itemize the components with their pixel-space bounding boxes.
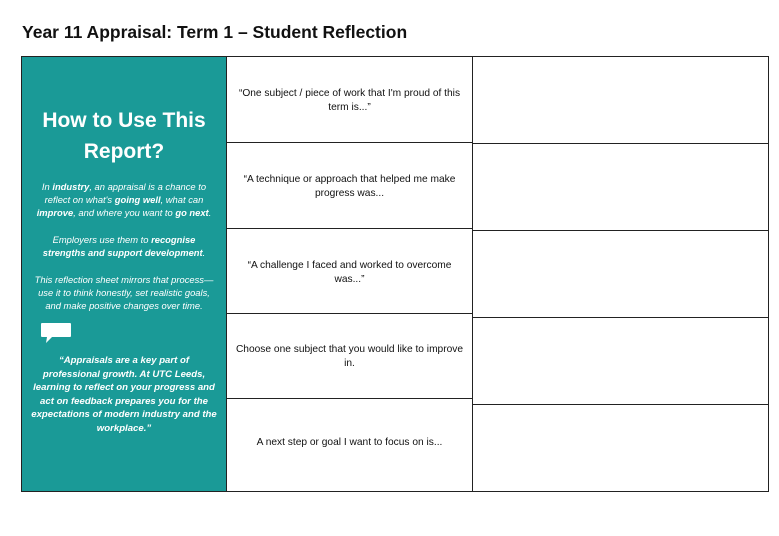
utc-quote: “Appraisals are a key part of professional growth. At UTC Leeds, learning to reflect on your progress and act on feedback prepares you for the expectations of modern industry and the workplace.” — [31, 355, 217, 434]
guidance-sidebar — [22, 57, 227, 491]
answer-cell-next-step[interactable] — [473, 405, 768, 491]
prompt-column — [227, 57, 473, 491]
answer-cell-technique[interactable] — [473, 144, 768, 231]
answer-column — [473, 57, 768, 491]
reflection-paragraph: This reflection sheet mirrors that process—use it to think honestly, set realistic goals, and make positive changes over time. — [34, 274, 214, 311]
prompt-cell: “A technique or approach that helped me make progress was... — [227, 143, 472, 229]
sidebar-heading — [30, 105, 218, 167]
employers-paragraph: Employers use them to recognise strengths and support development. — [42, 234, 206, 258]
answer-cell-challenge[interactable] — [473, 231, 768, 318]
industry-paragraph: In industry, an appraisal is a chance to reflect on what's going well, what can improve, and where you want to go next. — [36, 181, 212, 218]
speech-bubble-icon — [40, 322, 72, 342]
sidebar-heading-line1: How to Use This — [42, 109, 206, 132]
prompt-cell: Choose one subject that you would like to improve in. — [227, 314, 472, 399]
appraisal-table — [21, 56, 769, 492]
answer-cell-proud-work[interactable] — [473, 57, 768, 144]
answer-cell-improve-subject[interactable] — [473, 318, 768, 405]
page-title: Year 11 Appraisal: Term 1 – Student Reflection — [22, 22, 408, 42]
prompt-cell: A next step or goal I want to focus on is... — [256, 437, 443, 449]
prompt-cell: “One subject / piece of work that I'm proud of this term is...” — [227, 57, 472, 143]
prompt-cell: “A challenge I faced and worked to overcome was...” — [227, 229, 472, 315]
sidebar-heading-line2: Report? — [83, 140, 165, 163]
